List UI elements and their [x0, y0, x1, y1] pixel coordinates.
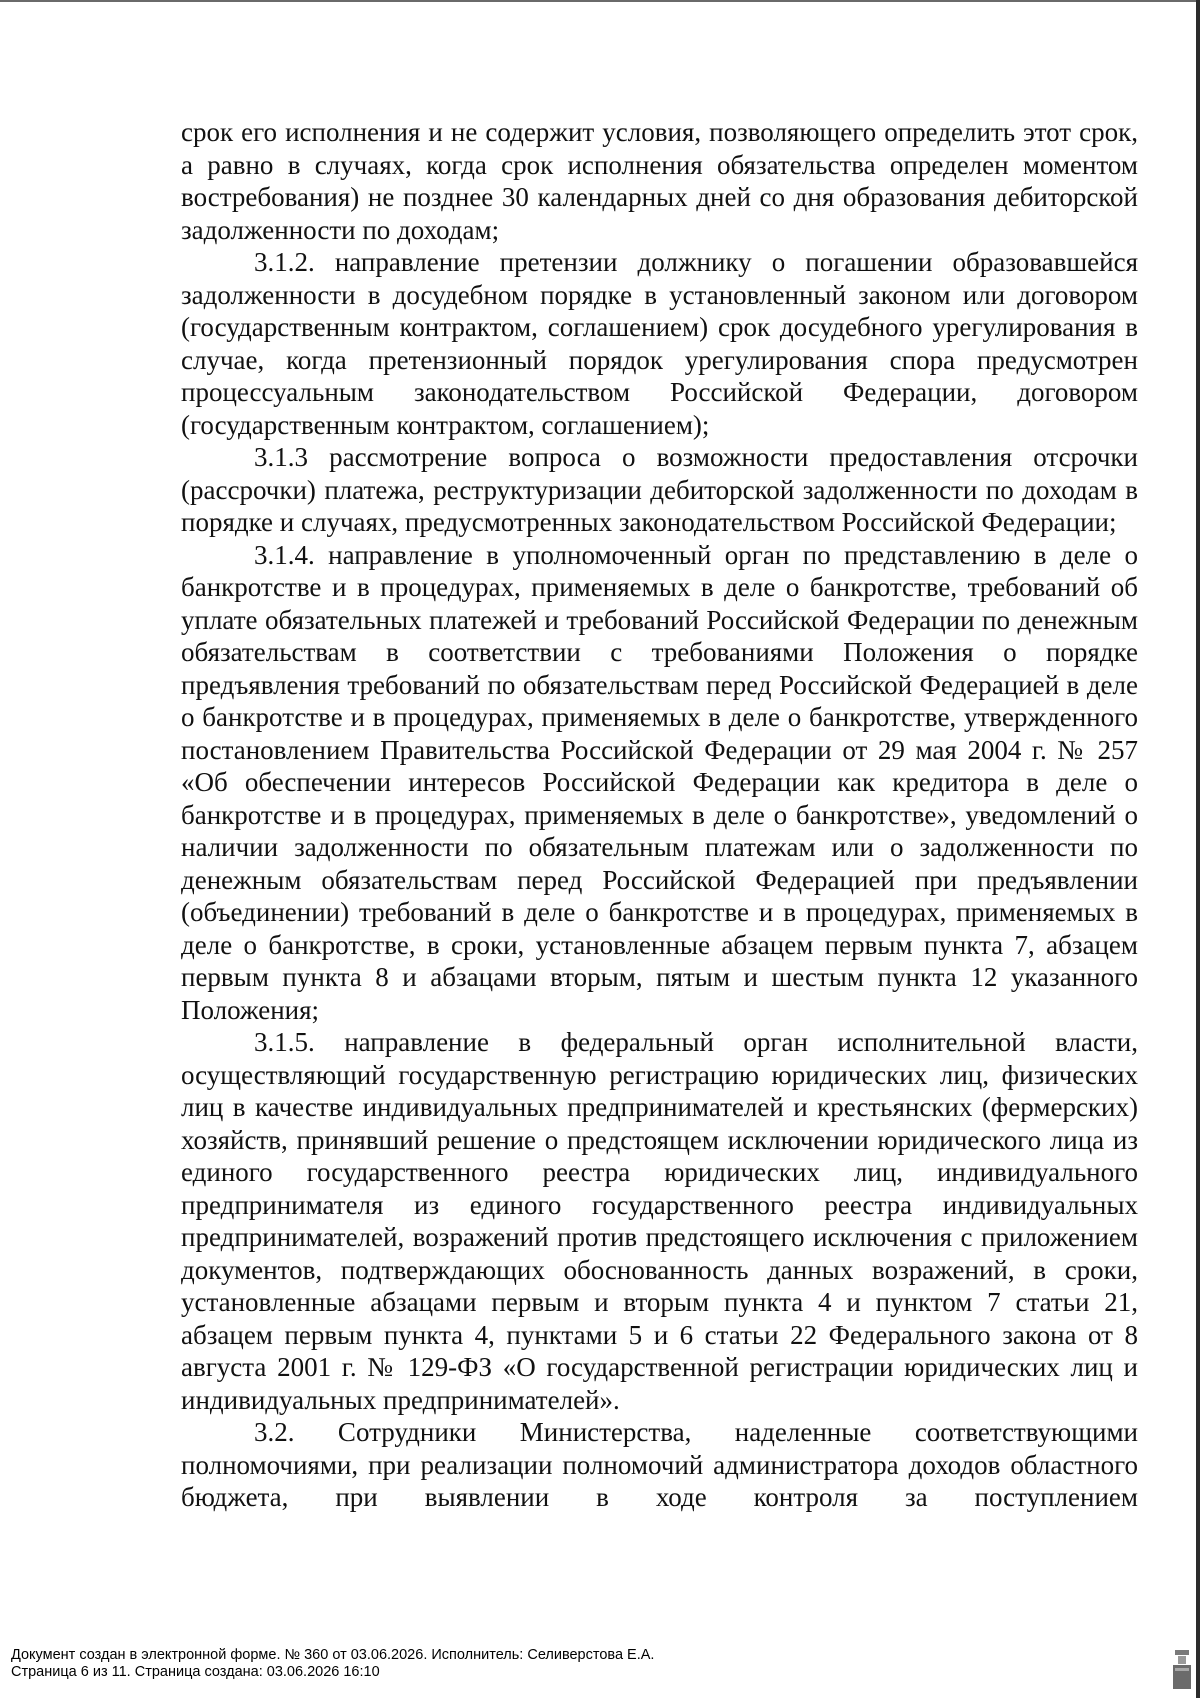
paragraph: срок его исполнения и не содержит условия, позволяющего определить этот срок, а равно в случаях, когда срок исполнения обязательства определен моментом востребования) не позднее 30 календарных дней со дня образования дебиторской задолженности по доходам; — [181, 117, 1138, 245]
footer-line-2: Страница 6 из 11. Страница создана: 03.06.2026 16:10 — [11, 1664, 380, 1680]
paragraph: 3.1.3 рассмотрение вопроса о возможности предоставления отсрочки (рассрочки) платежа, реструктуризации дебиторской задолженности по доходам в порядке и случаях, предусмотренных законодательством Российской Федерации; — [181, 442, 1138, 537]
paragraph: 3.1.4. направление в уполномоченный орган по представлению в деле о банкротстве и в процедурах, применяемых в деле о банкротстве, требований об уплате обязательных платежей и требований Российской Федерации по денежным обязательствам в соответствии с требованиями Положения о порядке предъявления требований по обязательствам перед Российской Федерацией в деле о банкротстве и в процедурах, применяемых в деле о банкротстве, утвержденного постановлением Правительства Российской Федерации от 29 мая 2004 г. № 257 «Об обеспечении интересов Российской Федерации как кредитора в деле о банкротстве и в процедурах, применяемых в деле о банкротстве», уведомлений о наличии задолженности по обязательным платежам или о задолженности по денежным обязательствам перед Российской Федерацией при предъявлении (объединении) требований в деле о банкротстве и в процедурах, применяемых в деле о банкротстве, в сроки, установленные абзацем первым пункта 7, абзацем первым пункта 8 и абзацами вторым, пятым и шестым пункта 12 указанного Положения; — [181, 539, 1138, 1025]
paragraph: 3.1.5. направление в федеральный орган исполнительной власти, осуществляющий государственную регистрацию юридических лиц, физических лиц в качестве индивидуальных предпринимателей и крестьянских (фермерских) хозяйств, принявший решение о предстоящем исключении юридического лица из единого государственного реестра юридических лиц, индивидуального предпринимателя из единого государственного реестра индивидуальных предпринимателей, возражений против предстоящего исключения с приложением документов, подтверждающих обоснованность данных возражений, в сроки, установленные абзацами первым и вторым пункта 4 и пунктом 7 статьи 21, абзацем первым пункта 4, пунктами 5 и 6 статьи 22 Федерального закона от 8 августа 2001 г. № 129-ФЗ «О государственной регистрации юридических лиц и индивидуальных предпринимателей». — [181, 1027, 1138, 1415]
paragraph: 3.1.2. направление претензии должнику о погашении образовавшейся задолженности в досудебном порядке в установленный законом или договором (государственным контрактом, соглашением) срок досудебного урегулирования в случае, когда претензионный порядок урегулирования спора предусмотрен процессуальным законодательством Российской Федерации, договором (государственным контрактом, соглашением); — [181, 247, 1138, 440]
footer-line-1: Документ создан в электронной форме. № 360 от 03.06.2026. Исполнитель: Селиверстова Е.А. — [11, 1647, 655, 1663]
stamp-icon — [1172, 1648, 1192, 1690]
document-body — [181, 116, 1138, 1514]
paragraph: 3.2. Сотрудники Министерства, наделенные соответствующими полномочиями, при реализации полномочий администратора доходов областного бюджета, при выявлении в ходе контроля за поступлением — [181, 1417, 1138, 1512]
page-right-edge — [1196, 0, 1200, 1698]
document-footer — [11, 1647, 654, 1681]
page-top-edge — [0, 0, 1200, 2]
